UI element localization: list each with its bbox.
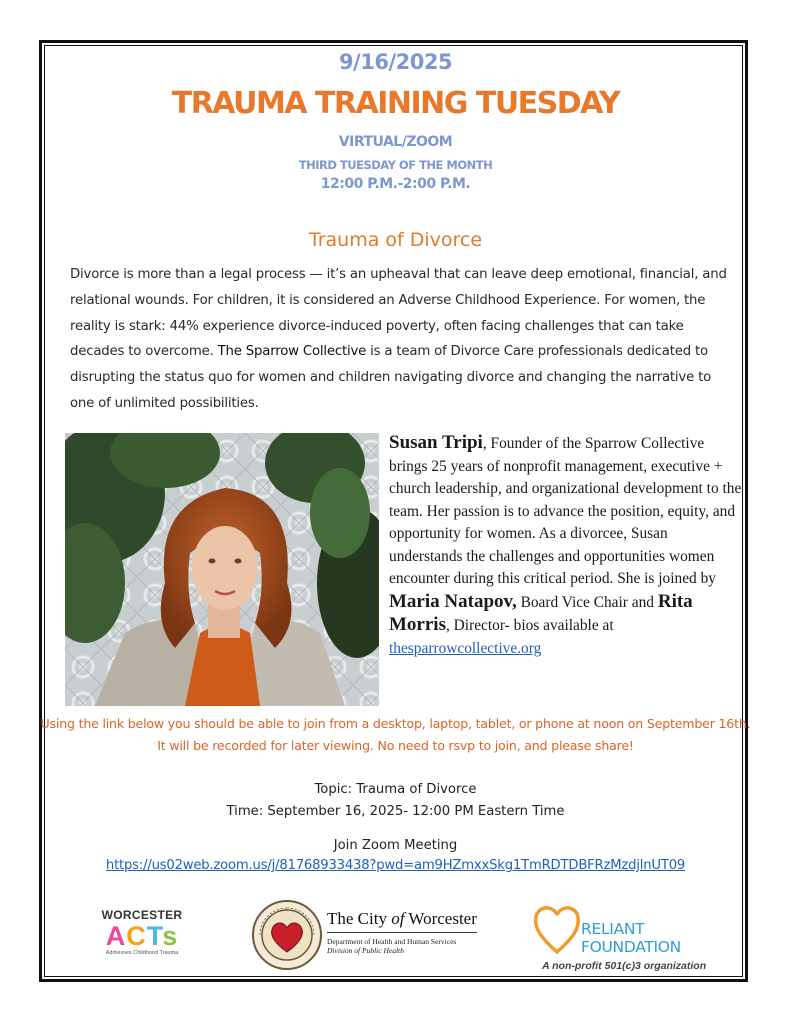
city-divider [327, 932, 477, 933]
reliant-line1: RELIANT [581, 920, 645, 938]
worcester-acts-wordmark: ACTs [105, 921, 179, 951]
city-department: Department of Health and Human Services [327, 937, 457, 946]
worcester-acts-sub: Addresses Childhood Trauma [105, 950, 179, 956]
event-time: 12:00 P.M.-2:00 P.M. [320, 176, 471, 192]
speaker-photo [65, 433, 379, 706]
reliant-tagline: A non-profit 501(c)3 organization [542, 960, 707, 972]
meeting-topic: Topic: Trauma of Divorce [314, 782, 477, 797]
city-name-pre: The City [327, 909, 392, 928]
bio-name-rita: Rita Morris [389, 590, 693, 635]
city-name [327, 909, 477, 929]
section-title: Trauma of Divorce [308, 229, 483, 251]
intro-brand: The Sparrow Collective [217, 344, 367, 360]
event-title: TRAUMA TRAINING TUESDAY [171, 86, 620, 121]
city-division: Division of Public Health [327, 946, 404, 955]
reliant-line2: FOUNDATION [581, 938, 681, 956]
zoom-meeting-link[interactable]: https://us02web.zoom.us/j/81768933438?pwd=am9HZmxxSkg1TmRDTDBFRzMzdjlnUT09 [105, 858, 686, 873]
city-name-post: Worcester [404, 909, 477, 928]
bio-text-3: , Director- bios available at [445, 617, 614, 634]
reliant-heart-icon [531, 900, 583, 956]
city-name-of: of [391, 909, 405, 928]
speaker-bio [389, 432, 745, 660]
bio-name-susan: Susan Tripi [389, 432, 483, 453]
reliant-foundation-name [581, 920, 681, 956]
event-schedule: THIRD TUESDAY OF THE MONTH [298, 158, 493, 172]
bio-name-maria: Maria Natapov, [389, 590, 517, 612]
city-of-worcester-logo [327, 909, 477, 955]
meeting-time: Time: September 16, 2025- 12:00 PM Eastern Time [226, 804, 565, 819]
bio-text-1: , Founder of the Sparrow Collective brings 25 years of nonprofit management, executive + church leadership, and organizational development to the team. Her passion is to advance the position, equity, and opportunity for women. As a divorcee, Susan understands the challenges and opportunities women encounter during this critical period. She is joined by [389, 435, 742, 587]
event-format: VIRTUAL/ZOOM [338, 134, 453, 150]
intro-text-2: is a team of Divorce Care professionals dedicated to disrupting the status quo for women and children navigating divorce and changing the narrative to one of unlimited possibilities. [70, 344, 712, 411]
bio-text-2: Board Vice Chair and [516, 593, 658, 611]
worcester-acts-logo [97, 908, 187, 968]
intro-paragraph [70, 262, 730, 417]
meeting-details [0, 779, 791, 823]
worcester-acts-top: WORCESTER [101, 908, 183, 922]
event-date: 9/16/2025 [338, 50, 453, 74]
intro-text-1: Divorce is more than a legal process — it’s an upheaval that can leave deep emotional, financial, and relational wounds. For children, it is considered an Adverse Childhood Experience. For women, the reality is stark: 44% experience divorce-induced poverty, often facing challenges that can take decades to overcome. [70, 267, 727, 360]
city-seal-icon [251, 899, 323, 971]
sparrow-website-link[interactable]: thesparrowcollective.org [389, 639, 542, 657]
zoom-join-label: Join Zoom Meeting [333, 838, 458, 853]
join-instructions: Using the link below you should be able to join from a desktop, laptop, tablet, or phone at noon on September 16th. It will be recorded for later viewing. No need to rsvp to join, and please share! [40, 716, 751, 753]
